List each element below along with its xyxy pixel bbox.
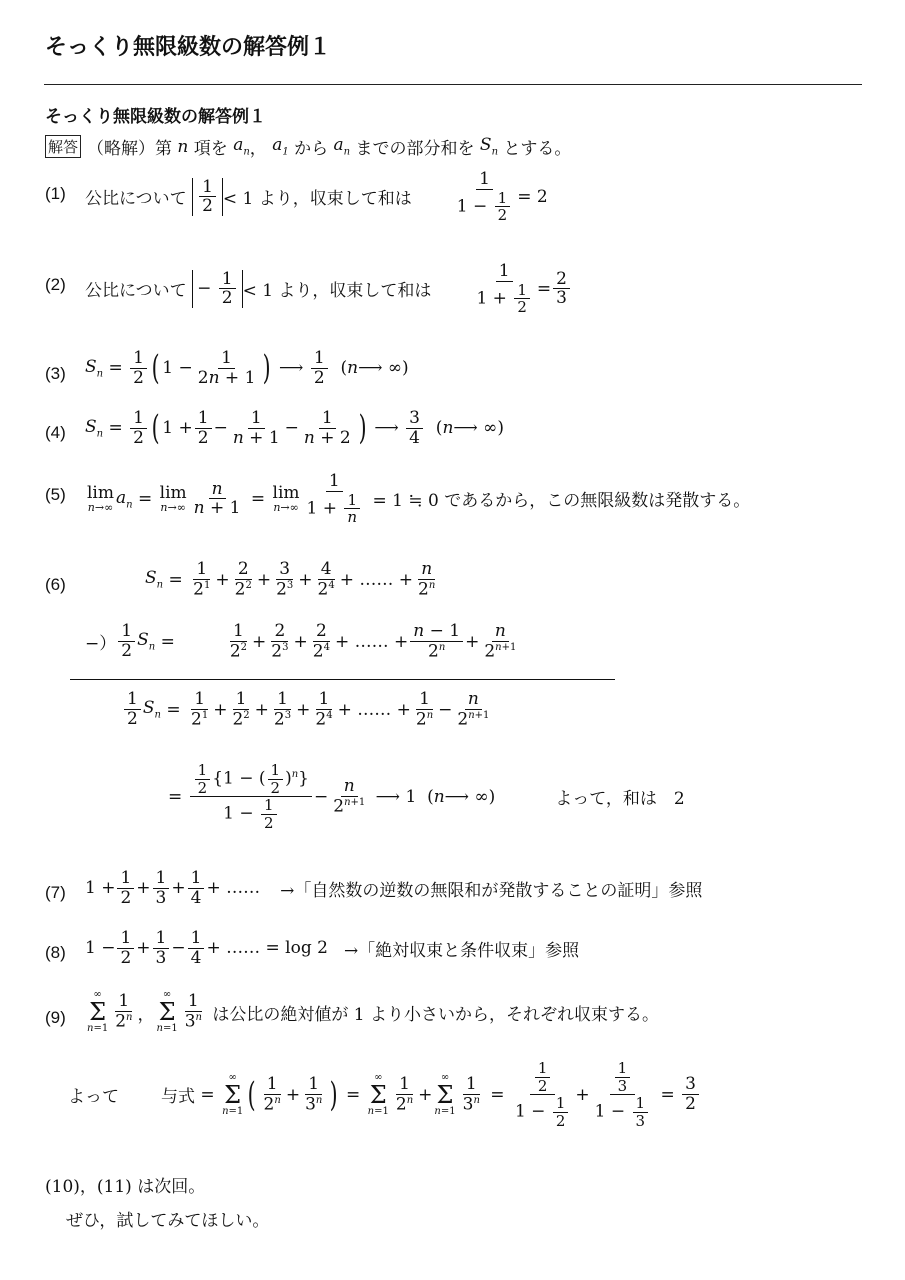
abs-value: − $\frac{1}{2}$: [192, 270, 242, 308]
intro-text: とする。: [503, 139, 572, 159]
result: = 2: [517, 186, 548, 207]
problem-7: 1 + $\frac{1}{2}$ + $\frac{1}{3}$ + $\frac{1}{4}$ + …… →「自然数の逆数の無限和が発散することの証明」参照: [85, 868, 703, 908]
problem-2: [85, 262, 572, 316]
problem-text: よって，和は 2: [555, 789, 685, 809]
intro-text: から: [294, 139, 329, 159]
problem-6-line2: −） $\frac{1}{2}$ $S_n$ = $\frac{1}{2^2}$ + $\frac{2}{2^3}$ + $\frac{2}{2^4}$ + …… + $\frac{n - 1}{2^n}$ + $\frac{n}{2^{n+1}}$: [85, 621, 517, 662]
problem-text: = 1 ≒ 0 であるから，この無限級数は発散する。: [372, 491, 751, 512]
problem-text: は公比の絶対値が 1 より小さいから，それぞれ収束する。: [212, 1004, 659, 1025]
minus-sign: −）: [85, 634, 117, 655]
closing-note: [66, 1206, 269, 1231]
intro-text: までの部分和を: [355, 139, 475, 159]
problem-10-11: [45, 1172, 205, 1197]
reference-text: →「自然数の逆数の無限和が発散することの証明」参照: [280, 880, 703, 901]
var-a1: $a_1$: [272, 135, 289, 158]
problem-text: よって: [68, 1087, 119, 1107]
problem-4: $S_n$ = $\frac{1}{2}$ ( 1 + $\frac{1}{2}$ − $\frac{1}{n + 1}$ − $\frac{1}{n + 2}$ ) ⟶ $\frac{3}{4}$ ( n ⟶ ∞): [85, 407, 504, 448]
problem-text: 与式: [161, 1087, 195, 1107]
problem-label: (2): [45, 275, 66, 294]
title-divider: [44, 84, 862, 85]
problem-text: < 1 より，収束して和は: [242, 281, 432, 302]
problem-5: lim n→∞ $a_n$ = lim n→∞ $\frac{n}{n + 1}$ = lim n→∞ 1 1 + $\frac{1}{n}$ = 1 ≒ 0 であるから，この無限級数は発散する。: [87, 471, 751, 527]
intro-text: ，: [249, 139, 267, 159]
abs-value: $\frac{1}{2}$: [192, 178, 223, 216]
problem-label: (8): [45, 943, 66, 962]
problem-6-line3: $\frac{1}{2}$ $S_n$ = $\frac{1}{2^1}$ + $\frac{1}{2^2}$ + $\frac{1}{2^3}$ + $\frac{1}{2^4}$ + …… + $\frac{1}{2^n}$ − $\frac{n}{2^{n+1}}$: [122, 690, 494, 729]
intro-line: [45, 134, 571, 159]
problem-8: 1 − $\frac{1}{2}$ + $\frac{1}{3}$ − $\frac{1}{4}$ + …… = log 2 →「絶対収束と条件収束」参照: [85, 928, 580, 968]
problem-label: (7): [45, 883, 66, 902]
section-title: そっくり無限級数の解答例１: [45, 107, 266, 127]
problem-6-line1: $S_n$ = $\frac{1}{2^1}$ + $\frac{2}{2^2}$ + $\frac{3}{2^3}$ + $\frac{4}{2^4}$ + …… + $\frac{n}{2^n}$: [145, 559, 436, 600]
sum-fraction: 1 1 − $\frac{1}{2}$: [454, 170, 515, 224]
problem-label: (9): [45, 1008, 66, 1027]
problem-label: (4): [45, 423, 66, 442]
problem-6-line4: = $\frac{1}{2}$ {1 − ( $\frac{1}{2}$ )$^n$} 1 − $\frac{1}{2}$ − $\frac{n}{2^{n+1}}$ ⟶ 1 ( n ⟶ ∞) よって，和は 2: [168, 761, 685, 832]
problem-text: ぜひ，試してみてほしい。: [66, 1211, 270, 1231]
var-sn: $S_n$: [479, 135, 499, 158]
result: =: [536, 278, 552, 299]
problem-1: [85, 170, 548, 224]
problem-label: (3): [45, 364, 66, 383]
subtraction-line: [70, 679, 615, 680]
intro-text: 項を: [193, 139, 228, 159]
result-fraction: $\frac{2}{3}$: [553, 270, 570, 308]
problem-text: < 1 より，収束して和は: [222, 189, 412, 210]
answer-tag: 解答: [45, 135, 81, 158]
problem-label: (6): [45, 575, 66, 594]
sum-fraction: 1 1 + $\frac{1}{2}$: [473, 262, 534, 316]
var-an: $a_n$: [333, 135, 351, 158]
problem-3: $S_n$ = $\frac{1}{2}$ ( 1 − $\frac{1}{2n + 1}$ ) ⟶ $\frac{1}{2}$ ( n ⟶ ∞): [85, 347, 409, 388]
problem-label: (1): [45, 184, 66, 203]
var-an: $a_n$: [233, 135, 250, 158]
problem-label: (5): [45, 485, 66, 504]
intro-text: （略解）第: [87, 139, 173, 159]
problem-text: (10)，(11) は次回。: [45, 1177, 206, 1197]
problem-text: 公比について: [85, 189, 187, 210]
reference-text: →「絶対収束と条件収束」参照: [343, 940, 580, 961]
problem-9: ∞ Σ n=1 $\frac{1}{2^n}$ ， ∞ Σ n=1 $\frac{1}{3^n}$ は公比の絶対値が 1 より小さいから，それぞれ収束する。: [87, 989, 659, 1034]
problem-text: 公比について: [85, 281, 187, 302]
var-n: n: [177, 136, 189, 157]
problem-9-result: よって 与式 = ∞ Σ n=1 ( $\frac{1}{2^n}$ + $\frac{1}{3^n}$ ) = ∞ Σ n=1 $\frac{1}{2^n}$ + ∞ Σ n=1 $\frac{1}{3^n}$ = $\frac{1}{2}$ 1 − $\frac{1}{2}$ + $\frac{1}{3}$ 1 − $\frac{1}{3}$ = $\frac{3}{2}$: [68, 1060, 701, 1129]
page-title: そっくり無限級数の解答例１: [45, 35, 332, 60]
